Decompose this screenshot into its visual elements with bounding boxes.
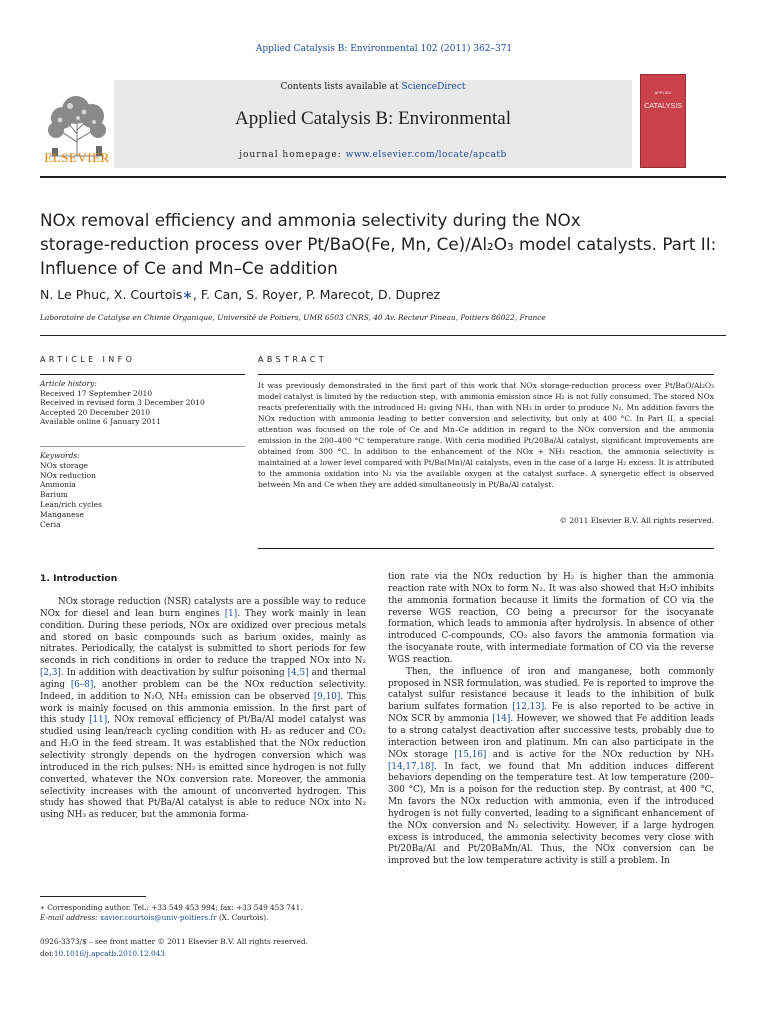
keyword-item: Manganese [40,509,84,519]
doi-line: doi:10.1016/j.apcatb.2010.12.043 [40,949,165,958]
intro-paragraph-2: Then, the influence of iron and manganese, both commonly proposed in NSR formulation, was studied. Fe is reported to improve the catalyst sulfur resistance because it leads to the inhibition of bulk barium sulfates formation [12,13]. Fe is also reported to be active in NOx SCR by ammonia [14]. However, we showed that Fe addition leads to a strong catalyst deactivation after successive tests, probably due to interaction between iron and platinum. Mn can also participate in the NOx storage [15,16] and is active for the NOx reduction by NH₃ [14,17,18]. In fact, we found that Mn addition induces different behaviors depending on the temperature test. At low temperature (200–300 °C), Mn is a poison for the reduction step. By contrast, at 400 °C, Mn favors the NOx reduction with ammonia, even if the introduced hydrogen is not fully converted, leading to a significant enhancement of the NOx conversion and N₂ selectivity. However, if a large hydrogen excess is introduced, the ammonia selectivity becomes very close with Pt/20Ba/Al and Pt/20BaMn/Al. Thus, the NOx conversion can be improved but the low temperature activity is still a problem. In [388,666,714,867]
keyword-item: Ceria [40,519,61,529]
keywords-heading: Keywords: [40,451,80,460]
contents-prefix: Contents lists available at [280,82,402,92]
history-item: Accepted 20 December 2010 [40,407,151,417]
abstract-heading: ABSTRACT [258,355,328,364]
history-item: Available online 6 January 2011 [40,417,161,427]
corresponding-author-footnote [40,903,366,923]
intro-paragraph-1: NOx storage reduction (NSR) catalysts are a possible way to reduce NOx for diesel and lean burn engines [1]. They work mainly in lean condition. During these periods, NOx are oxidized over precious metals and stored on basic compounds such as barium oxides, mainly as nitrates. Periodically, the catalyst is submitted to short periods for few seconds in rich conditions in order to reduce the trapped NOx into N₂ [2,3]. In addition with deactivation by sulfur poisoning [4,5] and thermal aging [6–8], another problem can be the NOx reduction selectivity. Indeed, in addition to N₂O, NH₃ emission can be observed [9,10]. This work is mainly focused on this ammonia emission. In the first part of this study [11], NOx removal efficiency of Pt/Ba/Al model catalyst was studied using lean/reach cycling condition with H₂ as reducer and CO₂ and H₂O in the feed stream. It was established that the NOx reduction selectivity strongly depends on the hydrogen conversion which was introduced in the rich pulses: NH₃ is emitted since hydrogen is not fully converted, whatever the NOx conversion rate. Moreover, the ammonia selectivity increases with the amount of unconverted hydrogen. This study has showed that Pt/Ba/Al catalyst is able to reduce NOx into N₂ using NH₃ as reducer, but the ammonia forma- [40,597,366,821]
citation-link[interactable]: [4,5] [287,668,309,679]
journal-reference[interactable]: Applied Catalysis B: Environmental 102 (2011) 362–371 [255,44,513,54]
homepage-link[interactable]: www.elsevier.com/locate/apcatb [345,150,507,160]
sciencedirect-link[interactable]: ScienceDirect [401,82,466,92]
footnote-mark: ∗ [40,903,45,912]
affiliation: Laboratoire de Catalyse en Chimie Organique, Université de Poitiers, UMR 6503 CNRS, 40 Av. Recteur Pineau, Poitiers 86022, France [40,313,546,322]
keyword-item: NOx reduction [40,470,96,480]
footnote-rule [40,896,146,897]
abstract-copyright: © 2011 Elsevier B.V. All rights reserved. [559,516,714,525]
introduction-heading: 1. Introduction [40,573,118,584]
citation-link[interactable]: [11] [89,715,108,726]
keywords [40,451,245,529]
abstract-body: It was previously demonstrated in the first part of this work that NOx storage-reduction process over Pt/BaO/Al₂O₃ model catalyst is limited by the reduction step, with ammonia emission since H₂ is not fully consumed. The stored NOx reacts preferentially with the introduced H₂ giving NH₃, than with NH₃ in order to produce N₂. Mn addition favors the NOx reduction with ammonia leading to better conversion and selectivity, but only at 400 °C. In Part II, a special attention was focused on the role of Ce and Mn–Ce addition in regard to the NOx conversion and the ammonia emission in the 200–400 °C temperature range. With ceria modified Pt/20Ba/Al catalyst, significant improvements are obtained from 300 °C. In addition to the enhancement of the NOx + NH₃ reaction, the ammonia selectivity is maintained at a lower level compared with Pt/Ba(Mn)/Al catalysts, even in the case of a large H₂ excess. It is attributed to the ammonia oxidation into N₂ via the available oxygen at the catalyst surface. A synergetic effect is observed between Mn and Ce when they are added simultaneously in Pt/Ba/Al catalyst. [258,381,714,489]
email-link[interactable]: xavier.courtois@univ-poitiers.fr [99,913,217,922]
abstract-bottom-rule [258,548,714,549]
body-column-right [388,572,714,868]
author-list [40,287,730,302]
citation-link[interactable]: [14,17,18] [388,761,435,772]
citation-link[interactable]: [12,13] [512,702,545,713]
intro-paragraph-continued: tion rate via the NOx reduction by H₂ is higher than the ammonia reaction rate with NOx to form N₂. It was also showed that H₂O inhibits the ammonia formation because it limits the formation of CO via the reverse WGS reaction, CO being a precursor for the isocyanate formation, which leads to ammonia after hydrolysis. In absence of other introduced C-compounds, CO₂ also favors the ammonia formation via the isocyanate route, with intermediate formation of CO via the reverse WGS reaction. [388,572,714,665]
title-divider [40,335,726,336]
authors-part-b: , F. Can, S. Royer, P. Marecot, D. Duprez [192,287,441,302]
keyword-item: Ammonia [40,480,76,490]
history-heading: Article history: [40,379,97,388]
homepage-prefix: journal homepage: [239,150,346,160]
keywords-rule [40,446,245,447]
contents-line [114,82,632,92]
article-info-heading: ARTICLE INFO [40,355,136,364]
title-line-2: storage-reduction process over Pt/BaO(Fe, Mn, Ce)/Al₂O₃ model catalysts. Part II: [40,234,717,254]
corresponding-author-mark[interactable]: ∗ [182,287,193,302]
history-item: Received 17 September 2010 [40,388,153,398]
keyword-item: NOx storage [40,460,88,470]
cover-top-label: APPLIED [654,90,672,95]
title-line-3: Influence of Ce and Mn–Ce addition [40,258,338,278]
article-info-rule [40,374,245,375]
article-title [40,208,730,280]
keyword-item: Barium [40,490,68,500]
doi-link[interactable]: 10.1016/j.apcatb.2010.12.043 [53,949,165,958]
footnote-email: E-mail address: xavier.courtois@univ-poitiers.fr (X. Courtois). [40,913,269,922]
elsevier-wordmark: ELSEVIER [44,150,110,165]
title-line-1: NOx removal efficiency and ammonia selectivity during the NOx [40,210,581,230]
body-column-left [40,597,366,822]
footnote-contact: ∗ Corresponding author. Tel.: +33 549 453 994; fax: +33 549 453 741. [40,903,303,912]
citation-link[interactable]: [9,10] [313,691,341,702]
citation-link[interactable]: [6–8] [70,679,94,690]
journal-name: Applied Catalysis B: Environmental [235,108,511,129]
issn-doi-block [40,936,366,960]
citation-link[interactable]: [2,3] [40,668,61,679]
citation-link[interactable]: [15,16] [454,749,487,760]
issn-line: 0926-3373/$ – see front matter © 2011 Elsevier B.V. All rights reserved. [40,937,308,946]
homepage-line [114,150,632,160]
abstract-rule [258,374,714,375]
cover-title: CATALYSIS [644,101,682,110]
keyword-item: Lean/rich cycles [40,499,102,509]
article-history [40,379,245,427]
journal-cover-thumbnail[interactable] [640,74,686,168]
citation-link[interactable]: [1] [224,608,238,619]
authors-part-a: N. Le Phuc, X. Courtois [40,287,183,302]
citation-link[interactable]: [14] [492,714,511,725]
history-item: Received in revised form 3 December 2010 [40,398,205,408]
header-divider [40,176,726,178]
